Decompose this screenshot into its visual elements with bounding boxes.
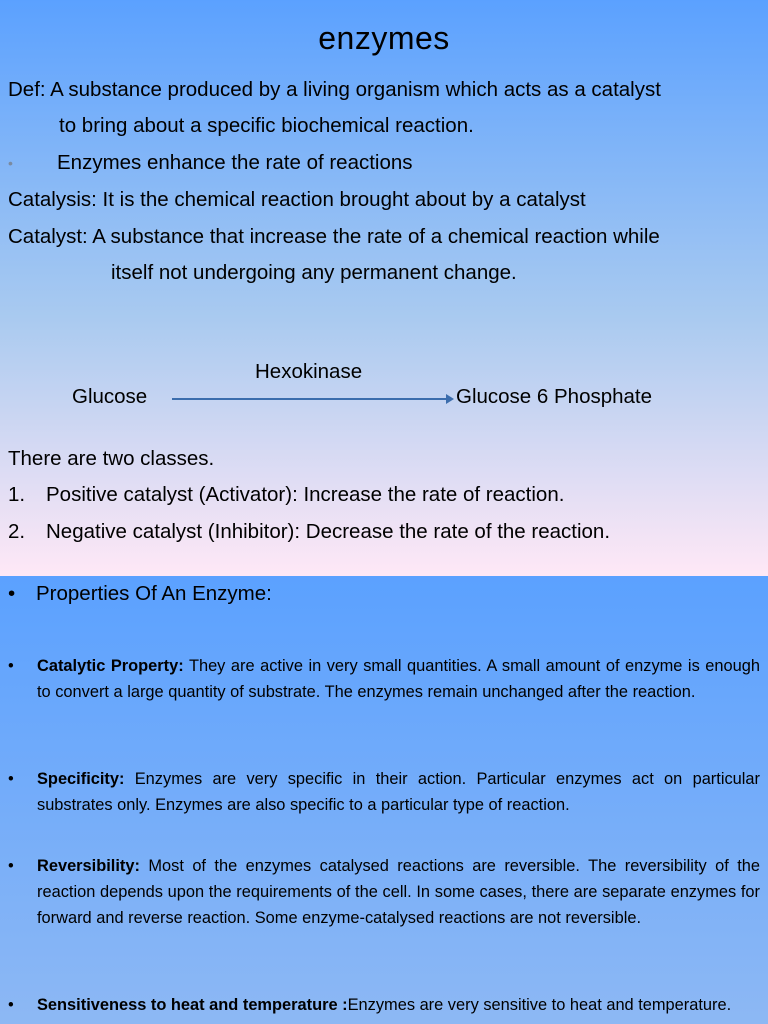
property-text: They are active in very small quantities. A small amount of enzyme is enough to convert a large quantity of substrate. The enzymes remain unchanged after the reaction.	[37, 657, 760, 701]
class-1-number: 1.	[8, 483, 26, 506]
property-name: Catalytic Property:	[37, 657, 184, 675]
property-name: Sensitiveness to heat and temperature :	[37, 996, 348, 1014]
reaction-substrate-label: Glucose	[72, 385, 148, 408]
reaction-enzyme-label: Hexokinase	[255, 360, 363, 383]
bullet-icon: •	[8, 770, 14, 788]
reaction-product-label: Glucose 6 Phosphate	[456, 385, 653, 408]
class-1-text: Positive catalyst (Activator): Increase the rate of reaction.	[46, 483, 565, 506]
property-name: Specificity:	[37, 770, 125, 788]
class-2-number: 2.	[8, 520, 26, 543]
enzymes-enhance-text: Enzymes enhance the rate of reactions	[57, 151, 413, 174]
definition-line-1: Def: A substance produced by a living organism which acts as a catalyst	[8, 78, 661, 101]
bullet-icon: •	[8, 657, 14, 675]
slide-title: enzymes	[318, 20, 450, 56]
catalysis-definition: Catalysis: It is the chemical reaction brought about by a catalyst	[8, 188, 586, 211]
reaction-arrow-line	[172, 398, 448, 400]
arrow-right-icon	[446, 394, 454, 404]
bullet-icon: •	[8, 155, 13, 171]
property-item	[8, 766, 760, 818]
property-text: Enzymes are very sensitive to heat and temperature.	[347, 996, 732, 1014]
definition-line-2: to bring about a specific biochemical reaction.	[59, 114, 474, 137]
classes-intro: There are two classes.	[8, 447, 215, 470]
property-item	[8, 653, 760, 705]
property-text: Enzymes are very specific in their action. Particular enzymes act on particular substrates only. Enzymes are also specific to a particular type of reaction.	[37, 770, 760, 814]
property-item	[8, 992, 760, 1018]
properties-heading	[8, 582, 272, 606]
class-2-text: Negative catalyst (Inhibitor): Decrease the rate of the reaction.	[46, 520, 611, 543]
catalyst-definition-line-1: Catalyst: A substance that increase the rate of a chemical reaction while	[8, 225, 660, 248]
bullet-icon: •	[8, 857, 14, 875]
bullet-icon: •	[8, 582, 16, 605]
bullet-icon: •	[8, 996, 14, 1014]
property-name: Reversibility:	[37, 857, 140, 875]
property-item	[8, 853, 760, 931]
catalyst-definition-line-2: itself not undergoing any permanent change.	[111, 261, 517, 284]
property-text: Most of the enzymes catalysed reactions are reversible. The reversibility of the reaction depends upon the requirements of the cell. In some cases, there are separate enzymes for forward and reverse reaction. Some enzyme-catalysed reactions are not reversible.	[37, 857, 760, 927]
properties-heading-text: Properties Of An Enzyme:	[36, 582, 272, 605]
